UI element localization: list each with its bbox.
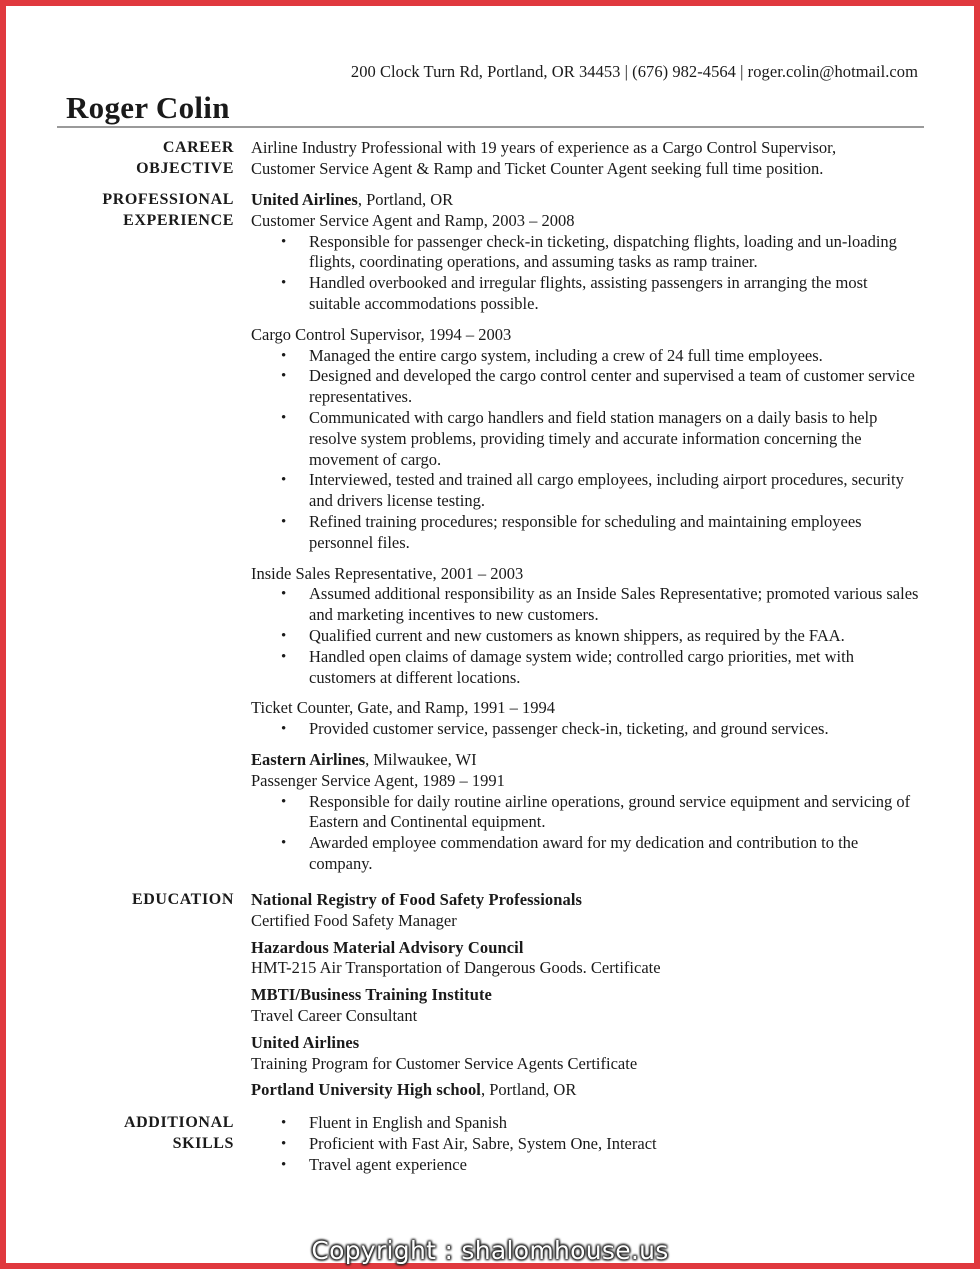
list-item: • Qualified current and new customers as known shippers, as required by the FAA. [251,626,923,647]
list-item: • Awarded employee commendation award for my dedication and contribution to the company. [251,833,923,875]
list-item: • Fluent in English and Spanish [251,1113,923,1134]
skills-section [251,1113,923,1175]
list-item: • Travel agent experience [251,1155,923,1176]
list-item: • Communicated with cargo handlers and field station managers on a daily basis to help resolve system problems, providing timely and accurate information concerning the movement of cargo. [251,408,923,470]
objective-text: Airline Industry Professional with 19 years of experience as a Cargo Control Supervisor, Customer Service Agent & Ramp and Ticket Counter Agent seeking full time position. [251,138,837,178]
employer-eastern: Eastern Airlines, Milwaukee, WI [251,749,477,769]
role-title: Customer Service Agent and Ramp, 2003 – 2008 [251,210,575,230]
role-title: Ticket Counter, Gate, and Ramp, 1991 – 1994 [251,698,555,718]
skills-label: ADDITIONAL SKILLS [123,1114,234,1152]
education-section [251,890,923,1101]
role-bullets [251,719,923,740]
list-item: • Assumed additional responsibility as an Inside Sales Representative; promoted various sales and marketing incentives to new customers. [251,584,923,626]
applicant-name: Roger Colin [66,90,230,125]
role-title: Passenger Service Agent, 1989 – 1991 [251,770,505,790]
role-title: Cargo Control Supervisor, 1994 – 2003 [251,324,512,344]
role-title: Inside Sales Representative, 2001 – 2003 [251,563,524,583]
institution-name: United Airlines [251,1032,360,1052]
role-bullets [251,584,923,688]
experience-section [251,190,923,875]
role-bullets [251,346,923,554]
employer-united: United Airlines, Portland, OR [251,190,454,209]
credential: Certified Food Safety Manager [251,910,457,930]
list-item: • Designed and developed the cargo control center and supervised a team of customer service representatives. [251,366,923,408]
institution-name: Hazardous Material Advisory Council [251,937,524,957]
institution-name: National Registry of Food Safety Professionals [251,890,583,909]
objective-label: CAREER OBJECTIVE [136,139,234,177]
credential: Travel Career Consultant [251,1005,418,1025]
list-item: • Handled open claims of damage system wide; controlled cargo priorities, met with customers at different locations. [251,647,923,689]
list-item: • Responsible for passenger check-in ticketing, dispatching flights, loading and un-loading flights, coordinating operations, and assuming tasks as ramp trainer. [251,232,923,274]
list-item: • Responsible for daily routine airline operations, ground service equipment and servicing of Eastern and Continental equipment. [251,792,923,834]
list-item: • Interviewed, tested and trained all cargo employees, including airport procedures, security and drivers license testing. [251,470,923,512]
education-label: EDUCATION [131,891,234,908]
list-item: • Handled overbooked and irregular flights, assisting passengers in arranging the most suitable accommodations possible. [251,273,923,315]
credential: HMT-215 Air Transportation of Dangerous Goods. Certificate [251,958,661,978]
role-bullets [251,232,923,315]
list-item: • Refined training procedures; responsible for scheduling and maintaining employees personnel files. [251,512,923,554]
experience-label: PROFESSIONAL EXPERIENCE [102,191,234,229]
credential: Training Program for Customer Service Agents Certificate [251,1053,638,1073]
contact-line: 200 Clock Turn Rd, Portland, OR 34453 | (676) 982-4564 | roger.colin@hotmail.com [350,62,918,81]
institution-name: MBTI/Business Training Institute [251,985,492,1005]
list-item: • Provided customer service, passenger check-in, ticketing, and ground services. [251,719,923,740]
header-divider [57,126,924,128]
institution-last: Portland University High school, Portland, OR [251,1080,577,1100]
list-item: • Proficient with Fast Air, Sabre, System One, Interact [251,1134,923,1155]
copyright-watermark: Copyright : shalomhouse.us [311,1236,669,1265]
role-bullets [251,792,923,875]
skills-list [251,1113,923,1175]
list-item: • Managed the entire cargo system, including a crew of 24 full time employees. [251,346,923,367]
